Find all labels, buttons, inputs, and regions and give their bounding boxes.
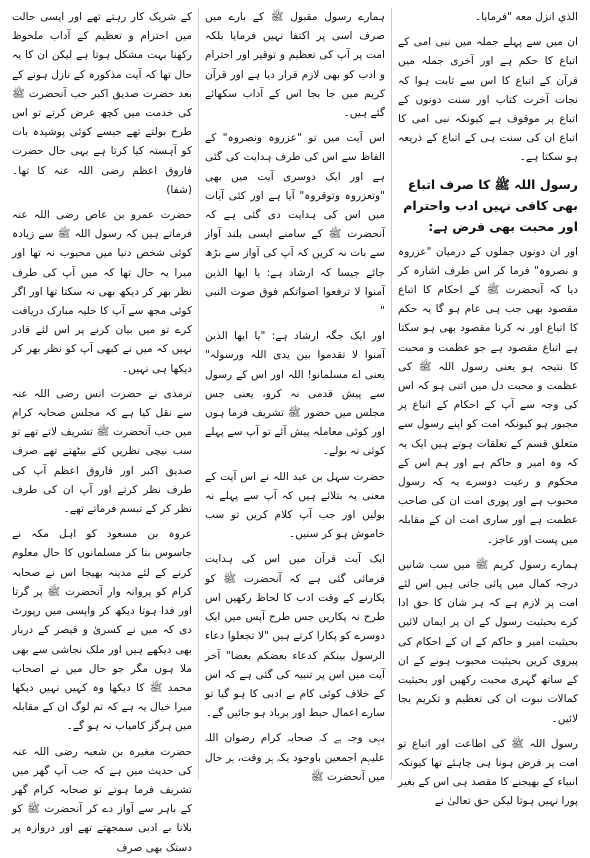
paragraph: عروہ بن مسعود کو اہل مکہ نے جاسوس بنا کر مسلمانوں کا حال معلوم کرنے کے لئے مدینہ بھیجا اس نے صحابہ کرام کو پروانہ وار آنحضرت ﷺ پر گرتا اور فدا ہوتا دیکھ کر واپسی میں رپورٹ دی کہ میں نے کسریٰ و قیصر کے دربار بھی دیکھے ہیں اور ملک نجاشی سے بھی ملا ہوں مگر جو حال میں نے اصحاب محمد ﷺ کا دیکھا وہ کہیں نہیں دیکھا میرا خیال یہ ہے کہ تم لوگ ان کے مقابلہ میں ہرگز کامیاب نہ ہو گے۔ (12, 528, 192, 733)
text-columns (6, 8, 584, 854)
paragraph: الذي انزل معه "فرمایا۔ (474, 11, 578, 23)
paragraph: ترمذی نے حضرت انس رضی اللہ عنہ سے نقل کیا ہے کہ مجلس صحابہ کرام میں جب آنحضرت ﷺ تشریف لاتے تھے تو سب نیچی نظریں کئے بیٹھتے تھے صرف صدیق اکبر اور فاروق اعظم آپ کی طرف نظر کرتے اور آپ ان کی طرف نظر کر کے تبسم فرماتے تھے۔ (12, 387, 192, 516)
section-heading: رسول اللہ ﷺ کا صرف اتباع بھی کافی نہیں ادب واحترام اور محبت بھی فرض ہے: (403, 176, 578, 234)
paragraph: اس آیت میں تو "عزروہ ونصروہ" کے الفاظ سے اس کی طرف ہدایت کی گئی ہے اور ایک دوسری آیت میں بھی "وتعزروہ وتوقروہ" آیا ہے اور کئی آیات میں اس کی ہدایت دی گئی ہے کہ آنحضرت ﷺ کے سامنے ایسی بلند آواز سے بات نہ کریں کہ آپ کی آواز سے بڑھ جائے جیسا کہ ارشاد ہے: یا ایھا الذین آمنوا لا ترفعوا اصواتکم فوق صوت النبی " (205, 132, 385, 318)
paragraph: حضرت سہل بن عبد اللہ نے اس آیت کے معنی یہ بتلائے ہیں کہ آپ سے پہلے نہ بولیں اور جب آپ کلام کریں تو سب خاموش ہو کر سنیں۔ (205, 470, 385, 541)
paragraph: رسول اللہ ﷺ کی اطاعت اور اتباع تو امت پر فرض ہونا ہی چاہئے تھا کیونکہ انبیاء کے بھیجنے کا مقصد ہی اس کے بغیر پورا نہیں ہوتا لیکن حق تعالیٰ نے (398, 737, 578, 808)
paragraph: ان میں سے پہلے جملہ میں نبی امی کے اتباع کا حکم ہے اور آخری جملہ میں قرآن کے اتباع کا اس سے ثابت ہوا کہ نجات آخرت کتاب اور سنت دونوں کے اتباع پر موقوف ہے کیونکہ نبی امی کا اتباع ان کی سنت ہی کے اتباع کے ذریعہ ہو سکتا ہے۔ (398, 36, 578, 164)
paragraph: اور ایک جگہ ارشاد ہے: "یا ایھا الذین آمنوا لا تقدموا بین یدی اللہ ورسولہ" یعنی اے مسلمانو! اللہ اور اس کے رسول سے پیش قدمی نہ کرو، یعنی جس مجلس میں حضور ﷺ تشریف فرما ہوں اور کوئی معاملہ پیش آئے تو آپ سے پہلے کوئی نہ بولے۔ (205, 330, 385, 458)
paragraph: یہی وجہ ہے کہ صحابہ کرام رضوان اللہ علیہم اجمعین باوجود یکہ ہر وقت، ہر حال میں آنحضرت ﷺ (205, 732, 385, 783)
paragraph: ہمارے رسول مقبول ﷺ کے بارے میں صرف اسی پر اکتفا نہیں فرمایا بلکہ امت پر آپ کی تعظیم و توقیر اور احترام و ادب کو بھی لازم قرار دیا ہے اور قرآن کریم میں جا بجا اس کے آداب سکھائے گئے ہیں۔ (205, 11, 385, 120)
paragraph: اور ان دونوں جملوں کے درمیان "عزروہ و نصروہ" فرما کر اس طرف اشارہ کر دیا کہ آنحضرت ﷺ کے احکام کا اتباع مقصود بھی جب ہی عام ہو گا یہ حکم کا اتباع اور نہ کرنا مقصود بھی ہو سکتا ہے اتباع مقصود ہے جو عظمت و محبت کا نتیجہ ہو یعنی رسول اللہ ﷺ کی عظمت و محبت دل میں اتنی ہو کہ اس کی وجہ سے آپ کے احکام کے اتباع پر مجبور ہو کیونکہ امت کو اپنے رسول سے متعلق قسم کے تعلقات ہوتے ہیں ایک یہ کہ وہ امیر و حاکم ہے اور ہم اس کے محکوم و رعیت دوسرے یہ کہ رسول محبوب ہے اور پوری امت ان کی صاحب عظمت ہے اور ساری امت ان کے مقابلہ میں پست اور عاجز۔ (398, 245, 578, 546)
paragraph: حضرت مغیرہ بن شعبہ رضی اللہ عنہ کی حدیث میں ہے کہ جب آپ گھر میں تشریف فرما ہوتے تو صحابہ کرام گھر کے باہر سے آواز دے کر آنحضرت ﷺ کو بلانا بے ادبی سمجھتے تھے اور دروازہ پر دستک بھی صرف (12, 745, 192, 854)
paragraph: حضرت عمرو بن عاص رضی اللہ عنہ فرماتے ہیں کہ رسول اللہ ﷺ سے زیادہ کوئی شخص دنیا میں محبوب نہ تھا اور میرا یہ حال تھا کہ میں آپ کی طرف نظر بھر کر دیکھ بھی نہ سکتا تھا اور اگر کوئی مجھ سے آپ کا حلیہ مبارک دریافت کرے تو میں بیان کرنے پر اس لئے قادر نہیں کہ میں نے کبھی آپ کو نظر بھر کر دیکھا ہی نہیں۔ (12, 209, 192, 375)
column-3 (6, 8, 199, 854)
column-2 (199, 8, 392, 783)
paragraph: ہمارے رسول کریم ﷺ میں سب شانیں درجہ کمال میں پائی جاتی ہیں اس لئے امت پر لازم ہے کہ ہر شان کا حق ادا کرے بحیثیت رسول کے ان پر ایمان لائیں بحیثیت امیر و حاکم کے ان کے احکام کی پیروی کریں بحیثیت محبوب ہونے کے ان کے ساتھ گہری محبت رکھیں اور بحیثیت کمالات نبوت ان کی تعظیم و تکریم بجا لائیں۔ (398, 558, 578, 725)
column-1 (392, 8, 584, 808)
paragraph: ایک آیت قرآن میں اس کی ہدایت فرمائی گئی ہے کہ آنحضرت ﷺ کو پکارنے کے وقت ادب کا لحاظ رکھیں اس طرح نہ پکاریں جس طرح آپس میں ایک دوسرے کو پکارا کرتے ہیں "لا تجعلوا دعاء الرسول بینکم کدعاء بعضکم بعضا" آخر آیت میں اس پر تنبیہ کی گئی ہے کہ اس کے خلاف کوئی کام بے ادبی کا ہو گیا تو سارے اعمال حبط اور برباد ہو جائیں گے۔ (205, 553, 385, 720)
paragraph: کے شریک کار رہتے تھے اور ایسی حالت میں احترام و تعظیم کے آداب ملحوظ رکھنا بہت مشکل ہوتا ہے لیکن ان کا یہ حال تھا کہ آیت مذکورہ کے نازل ہونے کے بعد حضرت صدیق اکبر جب آنحضرت ﷺ کی خدمت میں کچھ عرض کرتے تو اس طرح بولتے تھے جیسے کوئی پوشیدہ بات کو آہستہ کیا کرتا ہے یہی حال حضرت فاروق اعظم رضی اللہ عنہ کا تھا۔ (شفا) (12, 11, 192, 196)
